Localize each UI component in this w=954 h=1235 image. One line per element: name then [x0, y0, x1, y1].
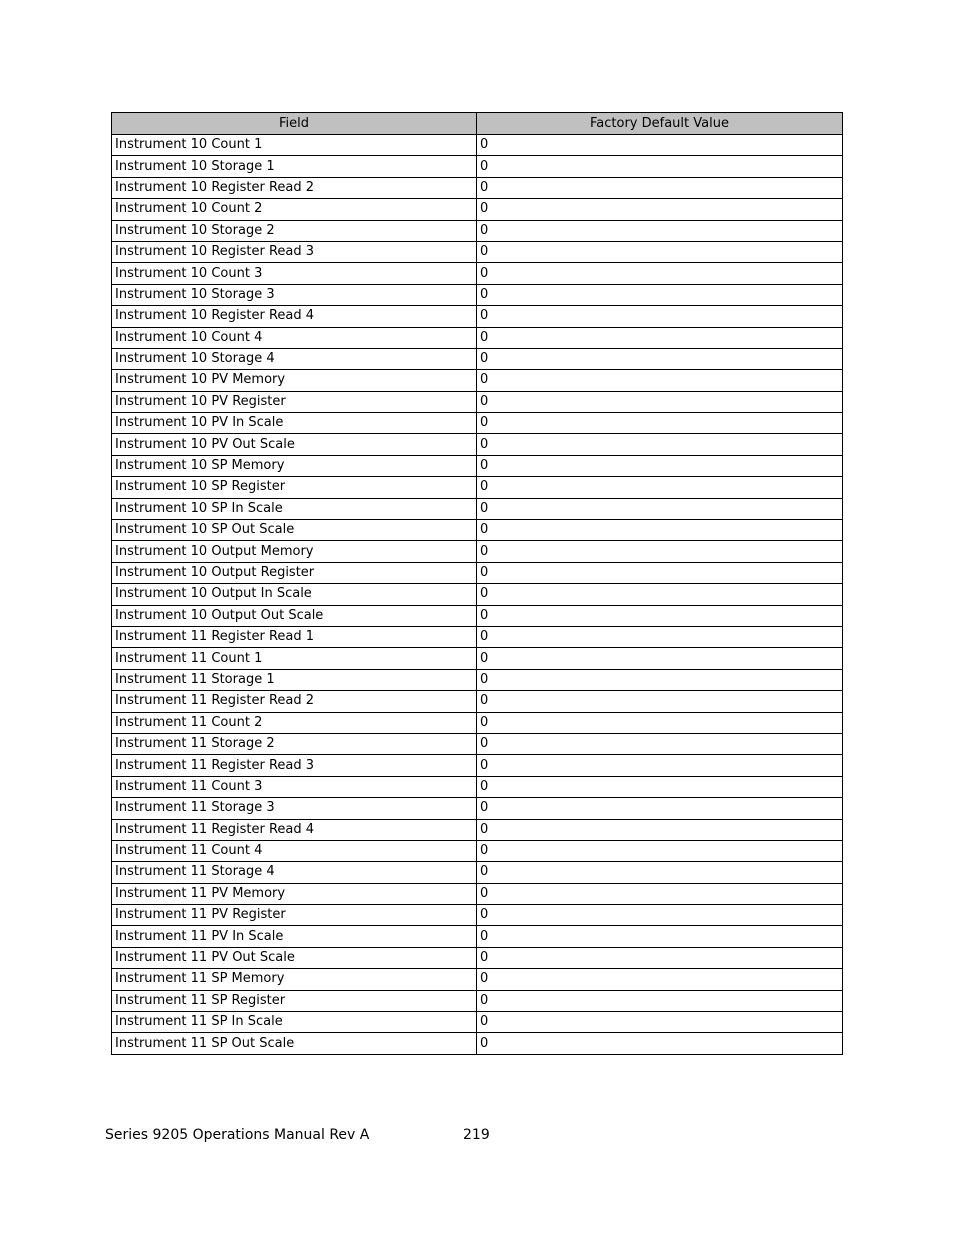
default-value-cell: 0: [477, 648, 843, 669]
table-row: [112, 348, 843, 369]
table-row: [112, 562, 843, 583]
table-row: [112, 755, 843, 776]
default-value-cell: 0: [477, 241, 843, 262]
default-value-cell: 0: [477, 413, 843, 434]
field-name-cell: Instrument 10 Output Out Scale: [112, 605, 477, 626]
table-row: [112, 584, 843, 605]
field-name-cell: Instrument 11 Count 1: [112, 648, 477, 669]
field-name-cell: Instrument 10 Count 1: [112, 135, 477, 156]
default-value-cell: 0: [477, 755, 843, 776]
default-value-cell: 0: [477, 798, 843, 819]
field-name-cell: Instrument 10 PV Register: [112, 391, 477, 412]
table-row: [112, 798, 843, 819]
field-name-cell: Instrument 11 SP Memory: [112, 969, 477, 990]
table-row: [112, 477, 843, 498]
default-value-cell: 0: [477, 1033, 843, 1054]
table-row: [112, 156, 843, 177]
table-row: [112, 733, 843, 754]
default-value-cell: 0: [477, 220, 843, 241]
default-value-cell: 0: [477, 199, 843, 220]
default-value-cell: 0: [477, 862, 843, 883]
field-name-cell: Instrument 11 Count 3: [112, 776, 477, 797]
column-header-default-value: Factory Default Value: [477, 113, 843, 135]
field-name-cell: Instrument 11 PV In Scale: [112, 926, 477, 947]
field-name-cell: Instrument 10 SP Memory: [112, 455, 477, 476]
field-name-cell: Instrument 11 Register Read 2: [112, 691, 477, 712]
default-value-cell: 0: [477, 284, 843, 305]
table-row: [112, 712, 843, 733]
field-name-cell: Instrument 11 Register Read 1: [112, 626, 477, 647]
default-value-cell: 0: [477, 434, 843, 455]
default-value-cell: 0: [477, 947, 843, 968]
default-value-cell: 0: [477, 840, 843, 861]
default-value-cell: 0: [477, 541, 843, 562]
field-name-cell: Instrument 10 Register Read 2: [112, 177, 477, 198]
default-value-cell: 0: [477, 156, 843, 177]
field-name-cell: Instrument 11 Register Read 4: [112, 819, 477, 840]
table-row: [112, 819, 843, 840]
default-value-cell: 0: [477, 626, 843, 647]
field-name-cell: Instrument 10 Storage 1: [112, 156, 477, 177]
default-value-cell: 0: [477, 1012, 843, 1033]
field-name-cell: Instrument 10 SP Register: [112, 477, 477, 498]
table-row: [112, 605, 843, 626]
default-value-cell: 0: [477, 177, 843, 198]
default-value-cell: 0: [477, 819, 843, 840]
table-row: [112, 413, 843, 434]
table-row: [112, 926, 843, 947]
footer-page-number: 219: [463, 1127, 490, 1143]
field-name-cell: Instrument 10 Count 3: [112, 263, 477, 284]
table-row: [112, 434, 843, 455]
field-name-cell: Instrument 10 SP In Scale: [112, 498, 477, 519]
table-header: [112, 113, 843, 135]
table-row: [112, 1033, 843, 1054]
default-value-cell: 0: [477, 926, 843, 947]
field-name-cell: Instrument 11 Count 4: [112, 840, 477, 861]
table-row: [112, 520, 843, 541]
field-name-cell: Instrument 10 Count 2: [112, 199, 477, 220]
field-name-cell: Instrument 10 Storage 3: [112, 284, 477, 305]
default-value-cell: 0: [477, 733, 843, 754]
default-value-cell: 0: [477, 990, 843, 1011]
table-row: [112, 1012, 843, 1033]
table-row: [112, 284, 843, 305]
table-row: [112, 135, 843, 156]
field-name-cell: Instrument 11 SP Out Scale: [112, 1033, 477, 1054]
default-value-cell: 0: [477, 562, 843, 583]
field-name-cell: Instrument 10 Output In Scale: [112, 584, 477, 605]
field-name-cell: Instrument 11 Storage 3: [112, 798, 477, 819]
field-name-cell: Instrument 10 Output Memory: [112, 541, 477, 562]
field-name-cell: Instrument 10 PV Out Scale: [112, 434, 477, 455]
table-row: [112, 990, 843, 1011]
table-row: [112, 905, 843, 926]
table-row: [112, 199, 843, 220]
field-name-cell: Instrument 10 Register Read 4: [112, 306, 477, 327]
default-value-cell: 0: [477, 370, 843, 391]
default-value-cell: 0: [477, 605, 843, 626]
default-value-cell: 0: [477, 455, 843, 476]
table-body: [112, 135, 843, 1055]
default-value-cell: 0: [477, 306, 843, 327]
table-row: [112, 327, 843, 348]
table-row: [112, 669, 843, 690]
field-name-cell: Instrument 11 SP In Scale: [112, 1012, 477, 1033]
field-name-cell: Instrument 11 PV Memory: [112, 883, 477, 904]
field-name-cell: Instrument 11 Storage 1: [112, 669, 477, 690]
table-row: [112, 776, 843, 797]
default-value-cell: 0: [477, 263, 843, 284]
field-name-cell: Instrument 11 Count 2: [112, 712, 477, 733]
default-value-cell: 0: [477, 969, 843, 990]
field-name-cell: Instrument 11 Storage 2: [112, 733, 477, 754]
header-row: [112, 113, 843, 135]
field-name-cell: Instrument 11 Register Read 3: [112, 755, 477, 776]
factory-defaults-table: [111, 112, 843, 1055]
default-value-cell: 0: [477, 498, 843, 519]
table-row: [112, 391, 843, 412]
default-value-cell: 0: [477, 520, 843, 541]
field-name-cell: Instrument 10 Count 4: [112, 327, 477, 348]
table-row: [112, 370, 843, 391]
table-row: [112, 220, 843, 241]
table-row: [112, 969, 843, 990]
table-row: [112, 648, 843, 669]
default-value-cell: 0: [477, 883, 843, 904]
field-name-cell: Instrument 10 Storage 2: [112, 220, 477, 241]
default-value-cell: 0: [477, 776, 843, 797]
table-row: [112, 177, 843, 198]
field-name-cell: Instrument 10 Output Register: [112, 562, 477, 583]
table-row: [112, 306, 843, 327]
footer-document-title: Series 9205 Operations Manual Rev A: [105, 1127, 370, 1143]
table-row: [112, 455, 843, 476]
table-row: [112, 241, 843, 262]
default-value-cell: 0: [477, 135, 843, 156]
field-name-cell: Instrument 10 PV Memory: [112, 370, 477, 391]
default-value-cell: 0: [477, 327, 843, 348]
field-name-cell: Instrument 11 SP Register: [112, 990, 477, 1011]
table-row: [112, 883, 843, 904]
table-row: [112, 263, 843, 284]
column-header-field: Field: [112, 113, 477, 135]
field-name-cell: Instrument 10 PV In Scale: [112, 413, 477, 434]
default-value-cell: 0: [477, 669, 843, 690]
table-row: [112, 840, 843, 861]
default-value-cell: 0: [477, 584, 843, 605]
default-value-cell: 0: [477, 691, 843, 712]
table-row: [112, 691, 843, 712]
field-name-cell: Instrument 10 Storage 4: [112, 348, 477, 369]
default-value-cell: 0: [477, 391, 843, 412]
field-name-cell: Instrument 11 Storage 4: [112, 862, 477, 883]
field-name-cell: Instrument 10 Register Read 3: [112, 241, 477, 262]
table-row: [112, 947, 843, 968]
default-value-cell: 0: [477, 477, 843, 498]
default-value-cell: 0: [477, 712, 843, 733]
default-value-cell: 0: [477, 905, 843, 926]
field-name-cell: Instrument 11 PV Out Scale: [112, 947, 477, 968]
field-name-cell: Instrument 10 SP Out Scale: [112, 520, 477, 541]
default-value-cell: 0: [477, 348, 843, 369]
table-row: [112, 498, 843, 519]
table-row: [112, 541, 843, 562]
table-row: [112, 626, 843, 647]
field-name-cell: Instrument 11 PV Register: [112, 905, 477, 926]
table-row: [112, 862, 843, 883]
